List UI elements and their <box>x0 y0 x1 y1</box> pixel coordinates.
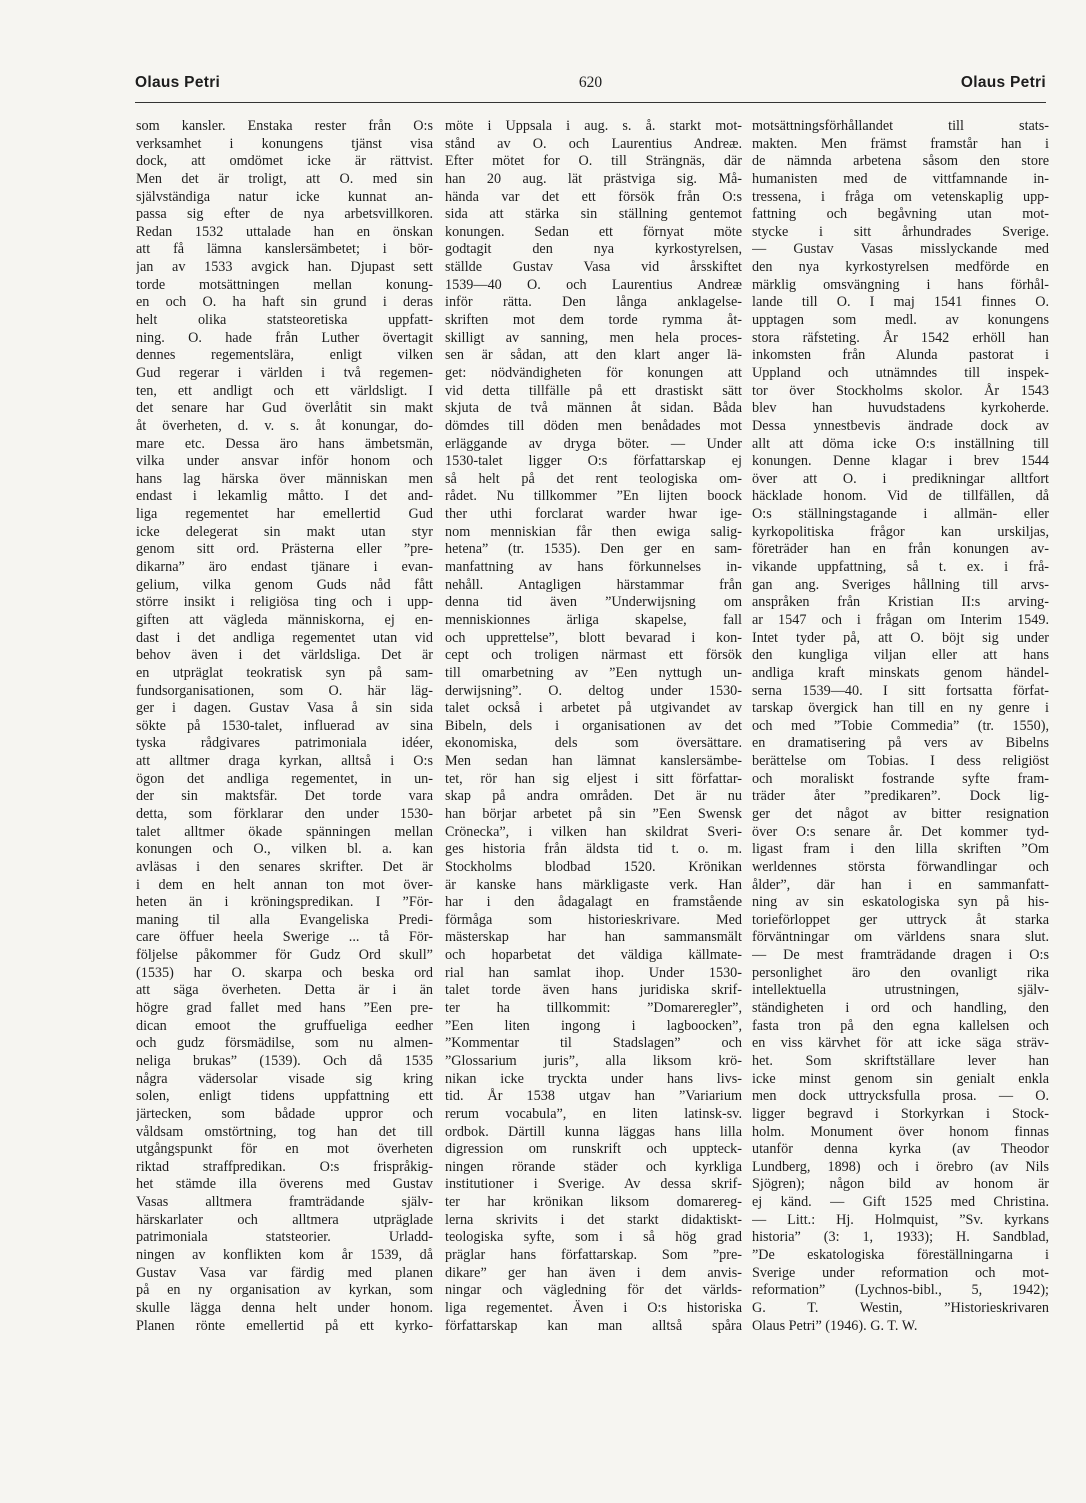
text-line: maning til alla Evangeliska Predi- <box>136 911 433 928</box>
text-line: Gud regerar i världen i två regemen- <box>136 364 433 381</box>
text-line: reformation” (Lychnos-bibl., 5, 1942); <box>752 1282 1049 1299</box>
text-line: Efter mötet for O. till Strängnäs, där <box>445 153 742 170</box>
text-line: skilligt av sanning, men hela proces- <box>445 329 742 346</box>
text-line: stora räfsteting. År 1542 erhöll han <box>752 329 1049 346</box>
text-line: Lundberg, 1898) och i örebro (av Nils <box>752 1158 1049 1175</box>
text-line: ther uthi forclarat warder hwar ige- <box>445 506 742 523</box>
text-line: ligast fram i den lilla skriften ”Om <box>752 841 1049 858</box>
text-line: andliga kraft minskats genom händel- <box>752 664 1049 681</box>
text-line: över O:s senare år. Det kommer tyd- <box>752 823 1049 840</box>
text-line: ter ha tillkommit: ”Domareregler”, <box>445 1000 742 1017</box>
text-line: en och O. ha haft sin grund i deras <box>136 294 433 311</box>
text-line: järtecken, som bådade uppror och <box>136 1105 433 1122</box>
text-line: självständiga natur icke kunnat an- <box>136 188 433 205</box>
text-line: talet också i arbetet på utgivandet av <box>445 700 742 717</box>
text-line: konungen. Denne klagar i brev 1544 <box>752 453 1049 470</box>
text-line: serna 1539—40. I sitt fortsatta förfat- <box>752 682 1049 699</box>
text-line: att säga överheten. Detta är i än <box>136 982 433 999</box>
text-line: ordbok. Därtill kunna läggas hans lilla <box>445 1123 742 1140</box>
text-line: riktad straffpredikan. O:s frispråkig- <box>136 1158 433 1175</box>
text-column-3 <box>752 118 1049 1335</box>
text-line: dikare” ger han även i dem anvis- <box>445 1264 742 1281</box>
text-line: hända var det ett försök från O:s <box>445 188 742 205</box>
text-line: Crönecka”, i vilken han skildrat Sveri- <box>445 823 742 840</box>
text-line: ning. O. hade från Luther övertagit <box>136 329 433 346</box>
text-line: hetena” (tr. 1535). Den ger en sam- <box>445 541 742 558</box>
text-line: dast i det andliga regementet utan vid <box>136 629 433 646</box>
text-line: stånd av O. och Laurentius Andreæ. <box>445 135 742 152</box>
text-line: han börjar arbetet på sin ”Een Swensk <box>445 805 742 822</box>
text-line: märklig omsvängning i hans förhål- <box>752 276 1049 293</box>
text-line: makten. Men främst framstår han i <box>752 135 1049 152</box>
text-line: en dramatisering på vers av Bibelns <box>752 735 1049 752</box>
text-line: sökte på 1530-talet, influerad av sina <box>136 717 433 734</box>
text-line: digression om runskrift och uppteck- <box>445 1141 742 1158</box>
text-line: präglar hans författarskap. Som ”pre- <box>445 1247 742 1263</box>
text-line: inför rätta. Den långa anklagelse- <box>445 294 742 311</box>
text-line: nehåll. Antagligen härstammar från <box>445 576 742 593</box>
text-line: lerna skrivits i det starkt didaktiskt- <box>445 1211 742 1228</box>
text-line: berättelse om Tobias. I dess religiöst <box>752 753 1049 770</box>
text-line: talet alltmer ökade spänningen mellan <box>136 823 433 840</box>
text-line: hans lag härska över människan men <box>136 470 433 487</box>
text-line: mästerskap har han sammansmält <box>445 929 742 946</box>
text-line: dikarna” äro endast tjänare i evan- <box>136 559 433 576</box>
text-line: ej känd. — Gift 1525 med Christina. <box>752 1194 1049 1211</box>
text-line: — Litt.: Hj. Holmquist, ”Sv. kyrkans <box>752 1211 1049 1228</box>
text-line: rerum vocabula”, en liten latinsk-sv. <box>445 1105 742 1122</box>
text-line: torieförloppet ger uttryck åt starka <box>752 911 1049 928</box>
text-line: Intet tyder på, att O. böjt sig under <box>752 629 1049 646</box>
text-line: är kanske hans märkligaste verk. Han <box>445 876 742 893</box>
text-line: anspråken från Kristian II:s arving- <box>752 594 1049 611</box>
text-line: ger i dagen. Gustav Vasa å sin sida <box>136 700 433 717</box>
text-line: ter har krönikan liksom domarereg- <box>445 1194 742 1211</box>
text-line: skriften mot dem torde rymma åt- <box>445 312 742 329</box>
text-line: över att O. i predikningar alltfort <box>752 470 1049 487</box>
text-line: han 20 aug. lät prästviga sig. Må- <box>445 170 742 187</box>
text-line: rial han samlat ihop. Under 1530- <box>445 964 742 981</box>
text-line: i dem en helt annan ton mot över- <box>136 876 433 893</box>
text-line: Dessa ynnestbevis ändrade dock av <box>752 417 1049 434</box>
text-line: detta, som förklarar den under 1530- <box>136 805 433 822</box>
text-line: företräder han en från konungen av- <box>752 541 1049 558</box>
text-line: fasta tron på den egna kallelsen och <box>752 1017 1049 1034</box>
text-line: genom sitt ord. Prästerna eller ”pre- <box>136 541 433 558</box>
text-line: gelium, vilka genom Guds nåd fått <box>136 576 433 593</box>
text-line: blev han huvudstadens kyrkoherde. <box>752 400 1049 417</box>
text-line: ”Een liten ingong i lagboocken”, <box>445 1017 742 1034</box>
text-line: vikande uppfattning, så t. ex. i frå- <box>752 559 1049 576</box>
text-line: och gudz försmädilse, som nu almen- <box>136 1035 433 1052</box>
text-line: men dock uttrycksfulla prosa. — O. <box>752 1088 1049 1105</box>
text-line: tid. År 1538 utgav han ”Variarium <box>445 1088 742 1105</box>
text-line: ekonomiska, dels som översättare. <box>445 735 742 752</box>
text-line: åt överheten, d. v. s. åt konungar, do- <box>136 417 433 434</box>
text-line: tyska rådgivares patrimoniala idéer, <box>136 735 433 752</box>
text-line: erläggande av dryga böter. — Under <box>445 435 742 452</box>
text-line: institutioner i Sverige. Av dessa skrif- <box>445 1176 742 1193</box>
text-line: get: nödvändigheten för konungen att <box>445 364 742 381</box>
text-line: O:s ställningstagande i allmän- eller <box>752 506 1049 523</box>
text-line: het stämde illa överens med Gustav <box>136 1176 433 1193</box>
text-line: allt att döma icke O:s inställning till <box>752 435 1049 452</box>
text-line: Men sedan han lämnat kanslersämbe- <box>445 753 742 770</box>
text-line: ligger begravd i Storkyrkan i Stock- <box>752 1105 1049 1122</box>
text-line: högre grad fallet med hans ”Een pre- <box>136 1000 433 1017</box>
text-line: cept och troligen närmast ett försök <box>445 647 742 664</box>
text-line: inkomsten från Alunda pastorat i <box>752 347 1049 364</box>
text-line: helt olika statsteoretiska uppfatt- <box>136 312 433 329</box>
header-rule <box>135 102 1046 103</box>
page-number: 620 <box>578 74 603 91</box>
text-line: och upprettelse”, blott bevarad i kon- <box>445 629 742 646</box>
text-line: talet torde även hans juridiska skrif- <box>445 982 742 999</box>
text-line: skap på andra områden. Det är nu <box>445 788 742 805</box>
text-line: ges historia från äldsta tid t. o. m. <box>445 841 742 858</box>
text-line: liga regementet. Även i O:s historiska <box>445 1299 742 1316</box>
text-line: — De mest framträdande dragen i O:s <box>752 947 1049 964</box>
text-line: en utpräglat teokratisk syn på sam- <box>136 664 433 681</box>
text-line: — Gustav Vasas misslyckande med <box>752 241 1049 258</box>
text-line: upptagen som medl. av konungens <box>752 312 1049 329</box>
text-line: der sin maktsfär. Det torde vara <box>136 788 433 805</box>
text-line: ständigheten i ord och handling, den <box>752 1000 1049 1017</box>
text-line: dömdes till döden men benådades mot <box>445 417 742 434</box>
text-line: häcklade honom. Vid de tillfällen, då <box>752 488 1049 505</box>
text-line: den nya kyrkostyrelsen medförde en <box>752 259 1049 276</box>
text-line: tressena, i fråga om vetenskaplig upp- <box>752 188 1049 205</box>
text-line: ningen av konflikten kom år 1539, då <box>136 1247 433 1263</box>
text-line: större insikt i religiösa ting och i upp- <box>136 594 433 611</box>
text-line: utanför denna kyrka (av Theodor <box>752 1141 1049 1158</box>
text-line: ögon det andliga regementet, in un- <box>136 770 433 787</box>
text-line: het. Som skriftställare lever han <box>752 1052 1049 1069</box>
text-line: Stockholms blodbad 1520. Krönikan <box>445 858 742 875</box>
text-line: 1530-talet ligger O:s författarskap ej <box>445 453 742 470</box>
text-line: ”Kommentar til Stadslagen” och <box>445 1035 742 1052</box>
text-line: dennes regementslära, enligt vilken <box>136 347 433 364</box>
text-line: godtagit den nya kyrkostyrelsen, <box>445 241 742 258</box>
text-line: de nämnda arbetena såsom den store <box>752 153 1049 170</box>
text-line: möte i Uppsala i aug. s. å. starkt mot- <box>445 118 742 134</box>
text-line: passa sig efter de nya arbetsvillkoren. <box>136 206 433 223</box>
running-header <box>135 74 1046 104</box>
text-line: solen, enligt tidens uppfattning ett <box>136 1088 433 1105</box>
text-line: Men det är troligt, att O. med sin <box>136 170 433 187</box>
text-line: nom menniskian får then ewiga salig- <box>445 523 742 540</box>
text-line: mare etc. Dessa äro hans ämbetsmän, <box>136 435 433 452</box>
text-line: det senare har Gud överlåtit sin makt <box>136 400 433 417</box>
text-line: skulle lägga denna helt under honom. <box>136 1299 433 1316</box>
text-line: några vädersolar visade sig kring <box>136 1070 433 1087</box>
text-line: vid detta tillfälle på ett drastiskt sätt <box>445 382 742 399</box>
text-line: utgångspunkt för en mot överheten <box>136 1141 433 1158</box>
text-line: vilka under ansvar inför honom och <box>136 453 433 470</box>
text-line: kyrkopolitiska frågor kan urskiljas, <box>752 523 1049 540</box>
text-line: lande till O. I maj 1541 finnes O. <box>752 294 1049 311</box>
text-line: ar 1547 och i frågan om Interim 1549. <box>752 611 1049 628</box>
text-line: derwijsning”. O. deltog under 1530- <box>445 682 742 699</box>
text-line: avläsas i den senares skrifter. Det är <box>136 858 433 875</box>
text-line: holm. Monument över honom finnas <box>752 1123 1049 1140</box>
text-line: intellektuella utrustningen, själv- <box>752 982 1049 999</box>
text-line: torde motsättningen mellan konung- <box>136 276 433 293</box>
text-line: på en ny organisation av kyrkan, som <box>136 1282 433 1299</box>
text-line: denna tid även ”Underwijsning om <box>445 594 742 611</box>
text-line: Redan 1532 uttalade han en önskan <box>136 223 433 240</box>
text-line: Sjögren); någon bild av honom är <box>752 1176 1049 1193</box>
text-line: fundsorganisationen, som O. här läg- <box>136 682 433 699</box>
text-line: Vasas alltmera framträdande själv- <box>136 1194 433 1211</box>
text-line: skjuta de två männen åt sidan. Båda <box>445 400 742 417</box>
text-line: våldsam omstörtning, tog han det till <box>136 1123 433 1140</box>
text-line: så helt på det rent teologiska om- <box>445 470 742 487</box>
text-line: sida att stärka sin ställning gentemot <box>445 206 742 223</box>
text-line: ”Glossarium juris”, alla liksom krö- <box>445 1052 742 1069</box>
text-line: sen är sådan, att den klart anger lä- <box>445 347 742 364</box>
text-line: patrimoniala statsteorier. Urladd- <box>136 1229 433 1246</box>
text-line: tet, rör han sig eljest i sitt författar- <box>445 770 742 787</box>
text-line: Planen rönte emellertid på ett kyrko- <box>136 1317 433 1334</box>
text-line: (1535) har O. skarpa och beska ord <box>136 964 433 981</box>
text-line: Sverige under reformation och mot- <box>752 1264 1049 1281</box>
text-line: ningar och vägledning för det världs- <box>445 1282 742 1299</box>
text-line: heten än i kröningspredikan. I ”För- <box>136 894 433 911</box>
text-line: liga regementet har emellertid Gud <box>136 506 433 523</box>
text-line: manfattning av hans förkunnelses in- <box>445 559 742 576</box>
text-line: konungen och O., vilken bl. a. kan <box>136 841 433 858</box>
text-line: dican emoot the gruffueliga eedher <box>136 1017 433 1034</box>
text-line: teologiska syfte, som i så hög grad <box>445 1229 742 1246</box>
text-line: neliga brukas” (1539). Och då 1535 <box>136 1052 433 1069</box>
text-line: care öffuer heela Swerige ... tå För- <box>136 929 433 946</box>
text-line: konungen. Sedan ett förnyat möte <box>445 223 742 240</box>
text-line: till omarbetning av ”Een nyttugh un- <box>445 664 742 681</box>
text-line: werldennes största förwandlingar och <box>752 858 1049 875</box>
text-line: en viss kärvhet för att icke säga sträv- <box>752 1035 1049 1052</box>
text-line: Gustav Vasa var färdig med planen <box>136 1264 433 1281</box>
text-line: gan ang. Sveriges hållning till arvs- <box>752 576 1049 593</box>
text-line: personlighet äro den ovanligt rika <box>752 964 1049 981</box>
text-line: dock, att omdömet icke är rättvist. <box>136 153 433 170</box>
text-column-2 <box>445 118 742 1335</box>
text-line: tarskap övergick han till en ny genre i <box>752 700 1049 717</box>
text-line: behov även i det världsliga. Det är <box>136 647 433 664</box>
text-line: har i den ådagalagt en framstående <box>445 894 742 911</box>
text-line: och hoparbetat det väldiga källmate- <box>445 947 742 964</box>
text-line: fattning och begåvning utan mot- <box>752 206 1049 223</box>
text-column-1 <box>136 118 433 1335</box>
text-line: författarskap kan man alltså spåra <box>445 1317 742 1334</box>
text-line: stycke i sitt århundrades Sverige. <box>752 223 1049 240</box>
text-line: giften att vägleda människorna, ej en- <box>136 611 433 628</box>
text-line: den kungliga viljan eller att hans <box>752 647 1049 664</box>
text-line: förmåga som historieskrivare. Med <box>445 911 742 928</box>
text-line: G. T. Westin, ”Historieskrivaren <box>752 1299 1049 1316</box>
text-line: ställde Gustav Vasa vid årsskiftet <box>445 259 742 276</box>
text-line: förväntningar om världens snara slut. <box>752 929 1049 946</box>
text-line: träder åter ”predikaren”. Dock lig- <box>752 788 1049 805</box>
header-right-title: Olaus Petri <box>960 74 1046 91</box>
text-line: icke delegerat sin makt utan styr <box>136 523 433 540</box>
text-line: följelse påkommer för Gudz Ord skull” <box>136 947 433 964</box>
text-line: nikan icke tryckta under hans livs- <box>445 1070 742 1087</box>
text-line: att alltmer draga kyrkan, alltså i O:s <box>136 753 433 770</box>
text-line: 1539—40 O. och Laurentius Andreæ <box>445 276 742 293</box>
text-line: ningen rörande städer och kyrkliga <box>445 1158 742 1175</box>
text-line: endast i lekamlig måtto. I det and- <box>136 488 433 505</box>
text-line: Bibeln, dels i organisationen av det <box>445 717 742 734</box>
text-line: och moraliskt fostrande syfte fram- <box>752 770 1049 787</box>
text-line: verksamhet i konungens tjänst visa <box>136 135 433 152</box>
text-line: ålder”, där han i en sammanfatt- <box>752 876 1049 893</box>
text-line: menniskionnes ärliga skapelse, fall <box>445 611 742 628</box>
text-line: som kansler. Enstaka rester från O:s <box>136 118 433 134</box>
text-line: motsättningsförhållandet till stats- <box>752 118 1049 134</box>
text-line: Uppland och utnämndes till inspek- <box>752 364 1049 381</box>
text-line: icke minst genom sin genialt enkla <box>752 1070 1049 1087</box>
text-line: historia” (3: 1, 1933); H. Sandblad, <box>752 1229 1049 1246</box>
text-line: och med ”Tobie Commedia” (tr. 1550), <box>752 717 1049 734</box>
text-line: Olaus Petri” (1946). G. T. W. <box>752 1317 918 1334</box>
text-line: att få lämna kanslersämbetet; i bör- <box>136 241 433 258</box>
text-line: humanisten med de vittfamnande in- <box>752 170 1049 187</box>
text-line: ning av sin eskatologiska syn på his- <box>752 894 1049 911</box>
text-line: ten, ett andligt och ett världsligt. I <box>136 382 433 399</box>
text-line: ger det något av bitter resignation <box>752 805 1049 822</box>
text-line: rådet. Nu tillkommer ”En lijten boock <box>445 488 742 505</box>
text-line: härskarlater och alltmera utpräglade <box>136 1211 433 1228</box>
text-line: ”De eskatologiska föreställningarna i <box>752 1247 1049 1263</box>
header-left-title: Olaus Petri <box>135 74 221 91</box>
text-line: tor över Stockholms skolor. År 1543 <box>752 382 1049 399</box>
text-line: jan av 1533 avgick han. Djupast sett <box>136 259 433 276</box>
